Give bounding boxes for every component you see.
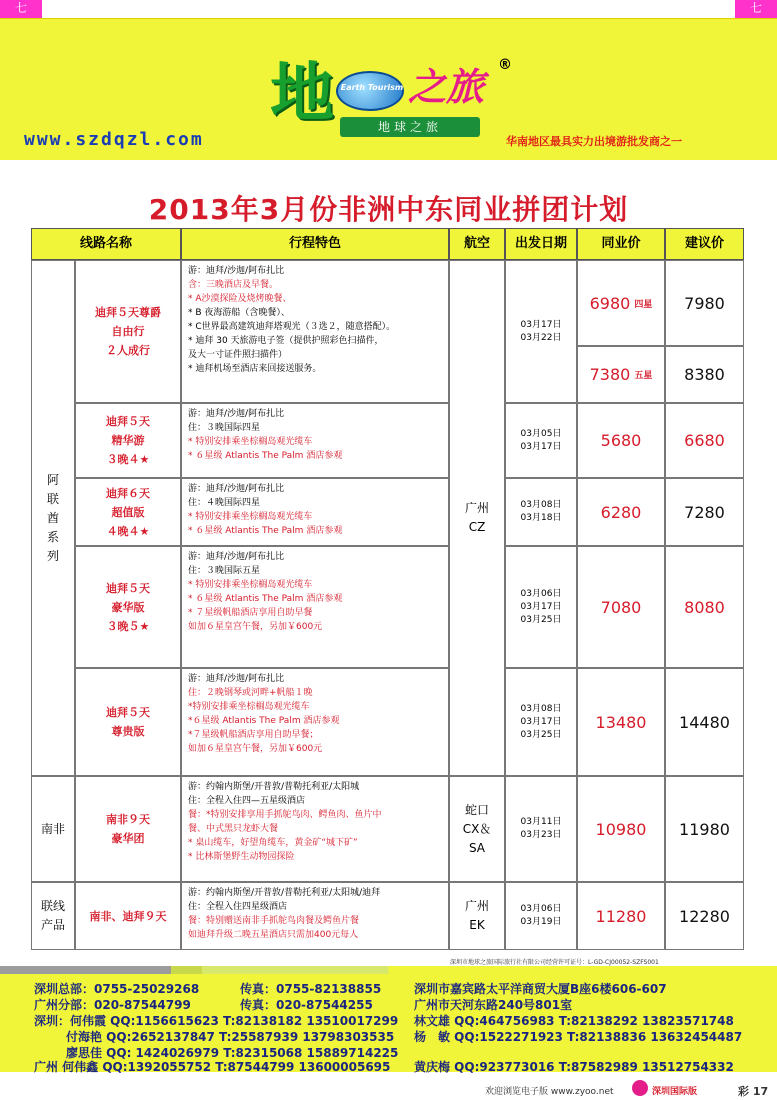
suggested-price: 8380 <box>684 365 725 384</box>
license-note: 深圳市地球之旅国际旅行社有限公司经营许可证号：L-GD-CJ00052-SZFS001 <box>450 959 659 966</box>
airline-cell <box>449 260 505 776</box>
itinerary-line: * 比林斯堡野生动物园探险 <box>188 852 295 862</box>
airline-line: 广州 <box>464 501 489 515</box>
page-number: 彩 17 <box>738 1085 769 1098</box>
date: 03月17日 <box>520 716 562 727</box>
date: 03月08日 <box>520 500 562 510</box>
itinerary-line: * ６星级 Atlantis The Palm 酒店参观 <box>188 526 343 536</box>
logo-subtitle: 地球之旅 <box>340 117 480 137</box>
header-banner <box>0 18 777 160</box>
route-line: 自由行 <box>111 325 145 338</box>
date: 03月06日 <box>520 904 562 914</box>
trade-price: 11280 <box>595 906 647 926</box>
itinerary-line: 游：约翰内斯堡/开普敦/普勒托利亚/太阳城 <box>188 782 360 792</box>
route-line: 南非、迪拜９天 <box>89 909 167 923</box>
contact-line: 广州 何伟鑫 QQ:1392055752 T:87544799 13600005695 <box>34 1060 391 1074</box>
itinerary-line: 餐、中式黑只龙虾大餐 <box>188 824 279 834</box>
dates-cell <box>505 882 577 950</box>
airline-line: CX＆ <box>462 821 492 836</box>
star-tag: 五星 <box>634 371 653 381</box>
itinerary-line: 如加６星皇宫午餐，另加￥600元 <box>188 622 323 632</box>
route-line: ３晚５★ <box>106 619 150 633</box>
itinerary-line: *６星级 Atlantis The Palm 酒店参观 <box>188 716 340 726</box>
itinerary-line: * B 夜海游船（含晚餐）、 <box>188 308 290 318</box>
airline-cell <box>449 776 505 882</box>
trade-price-cell <box>577 776 665 882</box>
itinerary-line: * 特别安排乘坐棕榈岛观光缆车 <box>188 437 313 447</box>
brand-label: 深圳国际版 <box>652 1087 698 1097</box>
route-line: 豪华版 <box>111 600 145 614</box>
itinerary-line: 住：４晚国际四星 <box>188 498 261 508</box>
suggested-price-cell <box>665 478 744 546</box>
itinerary-cell <box>181 260 449 403</box>
date: 03月08日 <box>520 703 562 714</box>
suggested-price: 7980 <box>684 293 725 313</box>
series-sa-label: 南非 <box>40 821 65 836</box>
suggested-price-cell <box>665 882 744 950</box>
date: 03月23日 <box>520 830 562 840</box>
route-line: ２人成行 <box>106 344 150 357</box>
itinerary-line: 游：迪拜/沙迦/阿布扎比 <box>188 266 285 276</box>
itinerary-line: 游：约翰内斯堡/开普敦/普勒托利亚/太阳城/迪拜 <box>188 888 381 898</box>
date: 03月05日 <box>520 428 562 439</box>
table-row-route[interactable] <box>75 546 181 668</box>
suggested-price-cell <box>665 776 744 882</box>
itinerary-line: 含：三晚酒店及早餐。 <box>188 280 279 290</box>
date: 03月17日 <box>520 441 562 452</box>
star-tag: 四星 <box>634 299 653 310</box>
series-uae-label: 阿联酋系列 <box>46 472 59 563</box>
date: 03月06日 <box>520 588 562 599</box>
contact-line: 廖思佳 QQ: 1424026979 T:82315068 15889714225 <box>66 1046 399 1060</box>
itinerary-line: * 特别安排乘坐棕榈岛观光缆车 <box>188 580 313 590</box>
contact-line: 传真：020-87544255 <box>240 998 373 1012</box>
trade-price-cell <box>577 346 665 403</box>
table-row-route[interactable] <box>75 882 181 950</box>
slogan: 华南地区最具实力出境游批发商之一 <box>506 135 682 148</box>
itinerary-line: 如加６星皇宫午餐，另加￥600元 <box>188 744 323 754</box>
website-url[interactable]: www.szdqzl.com <box>24 129 204 150</box>
suggested-price: 14480 <box>679 712 730 732</box>
itinerary-line: * 迪拜 30 天旅游电子签（提供护照彩色扫描件， <box>188 336 384 346</box>
top-strip <box>0 0 777 18</box>
airline-line: 蛇口 <box>464 802 489 817</box>
route-line: 迪拜５天尊爵 <box>95 306 161 319</box>
route-line: 南非９天 <box>106 813 150 826</box>
itinerary-line: 游：迪拜/沙迦/阿布扎比 <box>188 674 285 684</box>
itinerary-line: * 特别安排乘坐棕榈岛观光缆车 <box>188 512 313 522</box>
itinerary-cell <box>181 546 449 668</box>
header-date: 出发日期 <box>505 228 577 260</box>
date: 03月11日 <box>520 817 562 827</box>
route-line: 迪拜５天 <box>106 706 150 719</box>
suggested-price: 8080 <box>684 597 725 617</box>
logo <box>270 56 520 139</box>
itinerary-line: 如迪拜升级二晚五星酒店只需加400元每人 <box>188 930 359 940</box>
table-row-route[interactable] <box>75 668 181 776</box>
trade-price-cell <box>577 668 665 776</box>
suggested-price-cell <box>665 403 744 478</box>
suggested-price-cell <box>665 346 744 403</box>
airline-cell <box>449 882 505 950</box>
registered-mark: ® <box>498 57 512 73</box>
trade-price: 6280 <box>600 502 642 522</box>
trade-price-cell <box>577 260 665 346</box>
header-itinerary: 行程特色 <box>181 228 449 260</box>
suggested-price-cell <box>665 668 744 776</box>
airline-line: 广州 <box>464 899 489 913</box>
itinerary-line: 游：迪拜/沙迦/阿布扎比 <box>188 552 285 562</box>
trade-price-cell <box>577 882 665 950</box>
date: 03月25日 <box>520 614 562 625</box>
itinerary-line: * A沙漠探险及烧烤晚餐、 <box>188 294 292 304</box>
header-suggested-price: 建议价 <box>665 228 744 260</box>
itinerary-line: * ６星级 Atlantis The Palm 酒店参观 <box>188 594 343 604</box>
contact-line: 付海艳 QQ:2652137847 T:25587939 13798303535 <box>66 1030 395 1044</box>
airline-line: SA <box>468 840 486 855</box>
page-title: 2013年3月份非洲中东同业拼团计划 <box>148 193 629 226</box>
suggested-price: 7280 <box>684 502 725 522</box>
itinerary-line: * 迪拜机场至酒店来回接送服务。 <box>188 364 322 374</box>
itinerary-line: *特别安排乘坐棕榈岛观光缆车 <box>188 702 310 712</box>
dates-cell <box>505 776 577 882</box>
route-line: 精华游 <box>111 434 145 447</box>
suggested-price: 11980 <box>679 819 730 839</box>
route-line: 迪拜５天 <box>106 415 150 428</box>
airline-line: CZ <box>468 520 486 534</box>
date: 03月19日 <box>520 917 562 927</box>
schedule-table <box>31 228 744 950</box>
trade-price: 5680 <box>600 431 642 450</box>
series-combo <box>31 882 75 950</box>
dates-cell <box>505 546 577 668</box>
header-airline: 航空 <box>449 228 505 260</box>
itinerary-line: 及大一寸证件照扫描件） <box>188 350 288 360</box>
trade-price: 7380 <box>589 365 631 384</box>
route-line: 迪拜５天 <box>106 581 150 595</box>
corner-mark-left: 七 <box>0 0 42 18</box>
suggested-price-cell <box>665 260 744 346</box>
itinerary-line: 餐：特别赠送南非手抓鸵鸟肉餐及鳄鱼片餐 <box>188 916 360 926</box>
ebook-note[interactable]: 欢迎浏览电子版 www.zyoo.net <box>485 1087 614 1097</box>
itinerary-line: 餐：*特别安排享用手抓鸵鸟肉、鳄鱼肉、鱼片中 <box>188 810 382 820</box>
itinerary-line: 住：３晚国际五星 <box>188 566 261 576</box>
route-line: 超值版 <box>111 505 145 519</box>
logo-main-char: 地 <box>270 56 334 131</box>
itinerary-line: 住：２晚钢琴或河畔+帆船１晚 <box>188 688 313 698</box>
trade-price: 6980 <box>589 293 631 313</box>
dates-cell <box>505 260 577 403</box>
itinerary-cell <box>181 403 449 478</box>
contact-line: 深圳总部：0755-25029268 <box>34 982 200 996</box>
contact-line: 传真：0755-82138855 <box>240 982 382 996</box>
contact-line: 深圳市嘉宾路太平洋商贸大厦B座6楼606-607 <box>414 982 667 996</box>
dates-cell <box>505 668 577 776</box>
brand-icon <box>632 1080 648 1096</box>
footer-contacts <box>0 974 777 1072</box>
date: 03月18日 <box>520 513 562 523</box>
header-route: 线路名称 <box>31 228 181 260</box>
table-row-route[interactable] <box>75 776 181 882</box>
corner-mark-right: 七 <box>735 0 777 18</box>
airline-line: EK <box>469 918 485 932</box>
itinerary-line: *７星级帆船酒店享用自助早餐； <box>188 730 319 740</box>
logo-name: 之旅 <box>408 65 485 109</box>
header-trade-price: 同业价 <box>577 228 665 260</box>
itinerary-line: 住：全程入住四星级酒店 <box>188 902 288 912</box>
trade-price-cell <box>577 546 665 668</box>
itinerary-line: * 桌山缆车，好望角缆车，黄金矿“城下矿” <box>188 838 358 848</box>
date: 03月25日 <box>520 729 562 740</box>
table-row-route[interactable] <box>75 403 181 478</box>
bottom-footer <box>0 1078 777 1100</box>
table-row-route[interactable] <box>75 260 181 403</box>
trade-price: 7080 <box>600 597 642 617</box>
itinerary-line: * ７星级帆船酒店享用自助早餐 <box>188 608 313 618</box>
trade-price: 13480 <box>595 712 647 732</box>
itinerary-line: * C世界最高建筑迪拜塔观光（３选２，随意搭配）。 <box>188 322 396 332</box>
series-south-africa <box>31 776 75 882</box>
route-line: 豪华团 <box>111 832 145 845</box>
trade-price-cell <box>577 478 665 546</box>
itinerary-cell <box>181 478 449 546</box>
route-line: 尊贵版 <box>111 725 145 738</box>
route-line: ３晚４★ <box>106 453 150 466</box>
suggested-price-cell <box>665 546 744 668</box>
contact-line: 广州市天河东路240号801室 <box>414 998 573 1012</box>
contact-line: 深圳：何伟霞 QQ:1156615623 T:82138182 13510017299 <box>34 1014 399 1028</box>
contact-line: 黄庆梅 QQ:923773016 T:87582989 13512754332 <box>414 1060 734 1074</box>
suggested-price: 12280 <box>679 906 730 926</box>
dates-cell <box>505 478 577 546</box>
contact-line: 杨 敏 QQ:1522271923 T:82138836 13632454487 <box>414 1030 743 1044</box>
series-uae <box>31 260 75 776</box>
itinerary-cell <box>181 882 449 950</box>
trade-price-cell <box>577 403 665 478</box>
date: 03月17日 <box>520 319 562 330</box>
contact-line: 广州分部：020-87544799 <box>34 998 191 1012</box>
footer-color-bar <box>0 966 777 974</box>
itinerary-line: 住：全程入住四—五星级酒店 <box>188 796 306 806</box>
itinerary-line: 住：３晚国际四星 <box>188 423 261 433</box>
table-row-route[interactable] <box>75 478 181 546</box>
logo-globe-text: Earth Tourism <box>340 83 404 92</box>
dates-cell <box>505 403 577 478</box>
trade-price: 10980 <box>595 819 647 839</box>
date: 03月22日 <box>520 332 562 343</box>
itinerary-line: * ６星级 Atlantis The Palm 酒店参观 <box>188 451 343 461</box>
itinerary-line: 游：迪拜/沙迦/阿布扎比 <box>188 409 285 419</box>
route-line: 迪拜６天 <box>106 486 150 500</box>
itinerary-line: 游：迪拜/沙迦/阿布扎比 <box>188 484 285 494</box>
date: 03月17日 <box>520 601 562 612</box>
itinerary-cell <box>181 776 449 882</box>
route-line: ４晚４★ <box>106 524 150 538</box>
suggested-price: 6680 <box>684 431 725 450</box>
series-combo-label: 联线产品 <box>40 899 65 932</box>
itinerary-cell <box>181 668 449 776</box>
contact-line: 林文雄 QQ:464756983 T:82138292 13823571748 <box>414 1014 734 1028</box>
